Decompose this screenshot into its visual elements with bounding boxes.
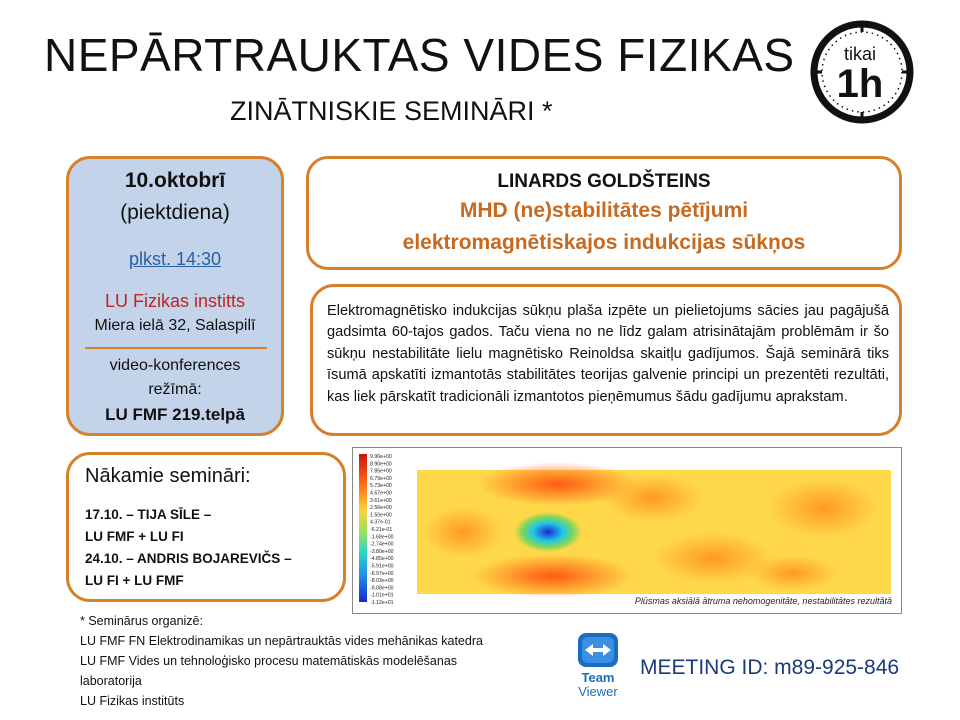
divider: [85, 347, 267, 349]
colorbar-tick-label: 7.85e+00: [370, 468, 392, 475]
colorbar-tick-label: 4.67e+00: [370, 490, 392, 497]
organizer-line: LU FMF Vides un tehnoloģisko procesu matemātiskās modelēšanas: [80, 654, 458, 668]
teamviewer-label-team: Team: [581, 670, 615, 685]
colorbar-tick-label: -1.12e+01: [370, 600, 394, 606]
date-card: [66, 156, 284, 436]
seminar-institute: LU Fizikas institts: [104, 291, 246, 311]
simulation-figure: [352, 447, 902, 614]
videoconf-line2: režīmā:: [148, 381, 202, 398]
colorbar-tick-label: 8.90e+00: [370, 461, 392, 468]
speaker-card: [306, 156, 902, 270]
next-seminar-item: LU FI + LU FMF: [85, 573, 184, 588]
clock-label-only: tikai: [843, 44, 876, 64]
organizer-line: laboratorija: [80, 674, 142, 688]
colorbar-tick-label: -5.91e+00: [370, 563, 394, 570]
field-region: [423, 506, 503, 558]
organizers-heading: * Seminārus organizē:: [80, 614, 203, 628]
colorbar-tick-label: -2.74e+00: [370, 541, 394, 548]
organizer-line: LU FMF FN Elektrodinamikas un nepārtrauktās vides mehānikas katedra: [80, 634, 483, 648]
colorbar-tick-label: 4.37e-01: [370, 519, 391, 526]
seminar-time-link[interactable]: plkst. 14:30: [128, 249, 222, 269]
field-region: [603, 474, 703, 522]
field-region: [768, 478, 878, 538]
seminar-weekday: (piektdiena): [120, 201, 230, 224]
colorbar-tick-label: -4.85e+00: [370, 556, 394, 563]
colorbar-tick-label: -6.21e-01: [370, 527, 393, 533]
colorbar-tick-label: 5.73e+00: [370, 483, 392, 490]
abstract-text: Elektromagnētisko indukcijas sūkņu plaša izpēte un pielietojums sācies jau pagājušā gadsimta 60-tajos gados. Taču viena no ne līdz galam atrisinātajām problēmām ir šo sūkņu nestabilitāte lielu magnētisko Reinoldsa skaitļu gadījumos. Šajā seminārā tiks īsumā apskatīti izmantotās stabilitātes teorijas galvenie principi un prezentēti rezultāti, kas liek pārskatīt tradicionāli izmantotos pieņēmumus šādu gadījumu aprakstam.: [327, 303, 889, 405]
colorbar-tick-label: -1.68e+00: [370, 534, 394, 541]
colorbar-tick-label: 9.96e+00: [370, 454, 392, 460]
teamviewer-label-viewer: Viewer: [578, 684, 618, 699]
seminar-date: 10.oktobrī: [124, 169, 226, 192]
field-region-low: [514, 512, 582, 552]
videoconf-room: LU FMF 219.telpā: [105, 405, 245, 424]
colorbar-tick-label: -1.01e+01: [370, 592, 394, 599]
speaker-name: LINARDS GOLDŠTEINS: [497, 171, 711, 192]
seminar-address: Miera ielā 32, Salaspilī: [94, 317, 256, 334]
field-region-high: [473, 554, 633, 598]
next-seminars-title: Nākamie semināri:: [85, 465, 251, 487]
talk-title-line2: elektromagnētiskajos indukcijas sūkņos: [402, 231, 806, 254]
next-seminar-item: 24.10. – ANDRIS BOJAREVIČS –: [85, 551, 292, 566]
page-subtitle: ZINĀTNISKIE SEMINĀRI *: [230, 96, 553, 126]
clock-label-duration: 1h: [836, 62, 884, 106]
colorbar: [359, 454, 367, 602]
videoconf-line1: video-konferences: [109, 357, 241, 374]
meeting-id[interactable]: MEETING ID: m89-925-846: [640, 656, 900, 679]
field-region: [748, 555, 838, 591]
colorbar-tick-label: -9.08e+00: [370, 585, 394, 592]
colorbar-tick-label: -6.97e+00: [370, 570, 394, 577]
next-seminar-item: 17.10. – TIJA SĪLE –: [85, 507, 212, 522]
organizer-line: LU Fizikas institūts: [80, 694, 185, 708]
colorbar-tick-label: 3.61e+00: [370, 497, 392, 504]
next-seminars-card: [66, 452, 346, 602]
teamviewer-logo-icon: [577, 632, 619, 668]
colorbar-tick-label: -8.03e+00: [370, 578, 394, 585]
colorbar-tick-label: -3.80e+00: [370, 548, 394, 555]
next-seminar-item: LU FMF + LU FI: [85, 529, 184, 544]
figure-caption: Plūsmas aksiālā ātruma nehomogenitāte, nestabilitātes rezultātā: [634, 596, 892, 606]
colorbar-labels: [370, 454, 394, 606]
colorbar-tick-label: 6.79e+00: [370, 475, 392, 482]
abstract-card: [310, 284, 902, 436]
page-title: NEPĀRTRAUKTAS VIDES FIZIKAS: [44, 29, 795, 81]
talk-title-line1: MHD (ne)stabilitātes pētījumi: [459, 199, 749, 222]
velocity-field-plot: [353, 448, 901, 613]
colorbar-tick-label: 2.56e+00: [370, 505, 392, 512]
colorbar-tick-label: 1.50e+00: [370, 512, 392, 519]
